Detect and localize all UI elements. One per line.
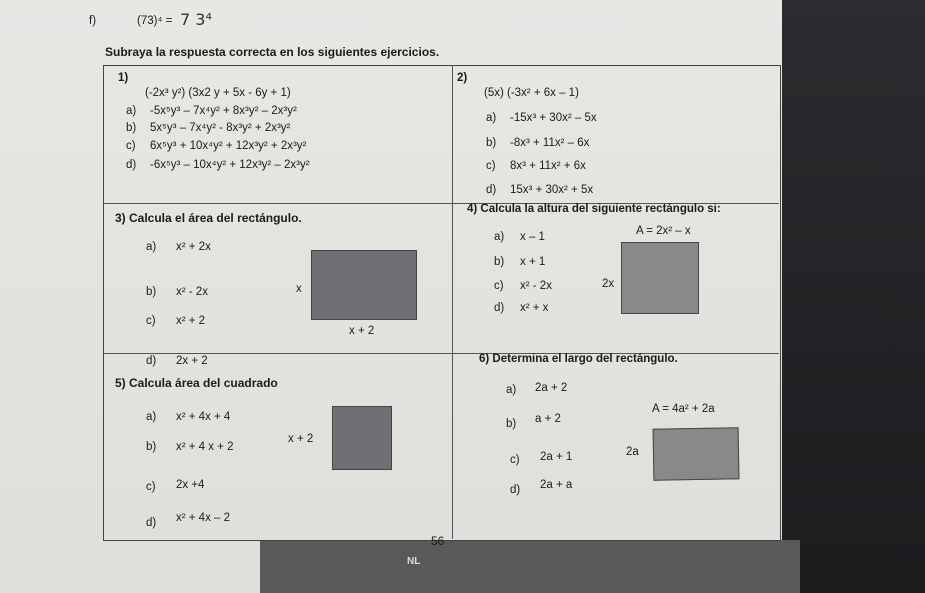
q4-option-letter: c) [494,280,504,292]
q1-option-text[interactable]: 6x⁵y³ + 10x⁴y² + 12x³y² + 2x³y² [150,140,307,152]
q5-option-letter: b) [146,441,157,453]
q4-rectangle [621,242,699,314]
footer-mark: NL [407,556,421,567]
q5-option-text[interactable]: x² + 4 x + 2 [176,441,234,453]
instruction: Subraya la respuesta correcta en los siguientes ejercicios. [105,45,440,59]
handwritten-answer: 7 3⁴ [180,10,212,29]
q1-option-letter: a) [126,105,137,117]
q5-option-letter: d) [146,517,157,529]
q5-option-text[interactable]: 2x +4 [176,479,205,491]
q5-option-text[interactable]: x² + 4x + 4 [176,411,231,423]
q6-option-text[interactable]: 2a + 1 [540,451,573,463]
q4-option-letter: d) [494,302,505,314]
q4-option-letter: a) [494,231,505,243]
q2-option-text[interactable]: -8x³ + 11x² – 6x [510,137,590,149]
q6-option-letter: d) [510,484,521,496]
q6-option-letter: a) [506,384,517,396]
q2-option-letter: c) [486,160,496,172]
q1-option-letter: c) [126,140,136,152]
page-number: 56 [431,534,445,548]
q3-option-letter: a) [146,241,157,253]
f-label: f) [89,15,97,27]
q3-option-text[interactable]: x² + 2x [176,241,211,253]
q3-option-text[interactable]: 2x + 2 [176,355,208,367]
q4-option-letter: b) [494,256,505,268]
q3-title: 3) Calcula el área del rectángulo. [115,211,302,225]
q2-option-text[interactable]: -15x³ + 30x² – 5x [510,112,597,124]
q6-rectangle [653,427,740,480]
q3-option-text[interactable]: x² + 2 [176,315,206,327]
q2-option-text[interactable]: 15x³ + 30x² + 5x [510,184,594,196]
q6-option-letter: b) [506,418,517,430]
q2-option-letter: b) [486,137,497,149]
q1-option-text[interactable]: -5x⁵y³ – 7x⁴y² + 8x³y² – 2x³y² [150,105,297,117]
q2-option-text[interactable]: 8x³ + 11x² + 6x [510,160,586,172]
q6-side-label: 2a [626,446,639,458]
q3-rectangle [311,250,417,320]
q1-option-text[interactable]: -6x⁵y³ – 10x⁴y² + 12x³y² – 2x³y² [150,159,310,171]
background-surface [782,0,925,593]
q2-option-letter: d) [486,184,497,196]
q1-expression: (-2x³ y²) (3x2 y + 5x - 6y + 1) [145,87,291,99]
q1-option-text[interactable]: 5x⁵y³ – 7x⁴y² - 8x³y² + 2x³y² [150,122,291,134]
q1-option-letter: b) [126,122,137,134]
q5-option-letter: c) [146,481,156,493]
q2-option-letter: a) [486,112,497,124]
q4-option-text[interactable]: x² - 2x [520,280,552,292]
q2-expression: (5x) (-3x² + 6x – 1) [484,87,579,99]
q5-square [332,406,392,470]
q6-option-text[interactable]: 2a + 2 [535,382,568,394]
q5-side-label: x + 2 [288,433,314,445]
q1-option-letter: d) [126,159,137,171]
q6-title: 6) Determina el largo del rectángulo. [479,353,678,365]
q5-title: 5) Calcula área del cuadrado [115,376,278,390]
q6-option-letter: c) [510,454,520,466]
q3-option-text[interactable]: x² - 2x [176,286,208,298]
q4-option-text[interactable]: x – 1 [520,231,545,243]
q6-option-text[interactable]: 2a + a [540,479,573,491]
q5-option-letter: a) [146,411,157,423]
bottom-bar [260,540,800,593]
q3-option-letter: c) [146,315,156,327]
q3-option-letter: b) [146,286,157,298]
column-divider [452,65,453,539]
q4-title: 4) Calcula la altura del siguiente rectángulo si: [467,203,721,215]
q3-option-letter: d) [146,355,157,367]
q2-number: 2) [457,72,468,84]
q4-side-label: 2x [602,278,615,290]
q3-bottom-label: x + 2 [349,325,375,337]
f-expression: (73)⁴ = [137,15,173,27]
q4-option-text[interactable]: x + 1 [520,256,546,268]
q4-option-text[interactable]: x² + x [520,302,549,314]
q3-side-label: x [296,283,302,295]
q4-area-label: A = 2x² – x [636,225,691,237]
q1-number: 1) [118,72,129,84]
q5-option-text[interactable]: x² + 4x – 2 [176,512,231,524]
q6-area-label: A = 4a² + 2a [652,403,715,415]
q6-option-text[interactable]: a + 2 [535,413,561,425]
